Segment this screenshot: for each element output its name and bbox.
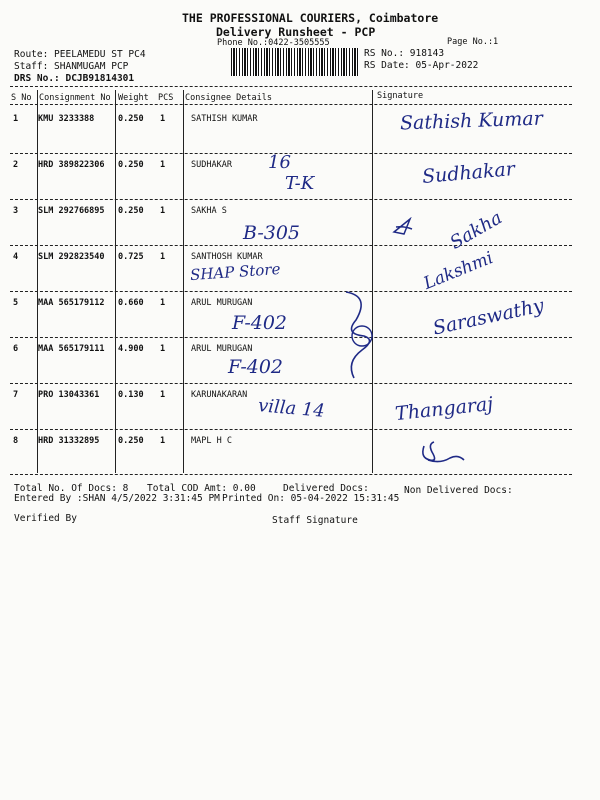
table-bottom-rule — [10, 474, 572, 475]
row-sno: 7 — [13, 390, 19, 400]
row-consignment: KMU 3233388 — [38, 114, 95, 124]
total-docs: Total No. Of Docs: 8 — [14, 483, 129, 494]
col-consignee-header: Consignee Details — [185, 93, 272, 103]
row-pcs: 1 — [160, 114, 166, 124]
handwritten-signature: Sakha — [446, 207, 506, 254]
non-delivered-docs: Non Delivered Docs: — [404, 485, 513, 496]
table-top-rule — [10, 86, 572, 87]
row-pcs: 1 — [160, 344, 166, 354]
company-name: THE PROFESSIONAL COURIERS, Coimbatore — [182, 11, 439, 25]
row-sno: 6 — [13, 344, 19, 354]
row-pcs: 1 — [160, 390, 166, 400]
drs-number: DRS No.: DCJB91814301 — [14, 73, 135, 84]
printed-on: Printed On: 05-04-2022 15:31:45 — [222, 493, 400, 504]
col-sno-header: S No — [11, 93, 32, 103]
row-weight: 0.250 — [118, 114, 144, 124]
col-consignment-header: Consignment No — [39, 93, 111, 103]
row-weight: 0.725 — [118, 252, 144, 262]
staff: Staff: SHANMUGAM PCP — [14, 61, 129, 72]
initials-mark — [392, 217, 416, 237]
row-weight: 0.250 — [118, 160, 144, 170]
staff-signature: Staff Signature — [272, 515, 358, 526]
entered-by: Entered By :SHAN 4/5/2022 3:31:45 PM — [14, 493, 220, 504]
column-divider — [115, 90, 116, 473]
verified-by: Verified By — [14, 513, 77, 524]
handwritten-signature: Saraswathy — [430, 294, 546, 340]
row-weight: 0.660 — [118, 298, 144, 308]
col-weight-header: Weight — [118, 93, 149, 103]
row-weight: 0.250 — [118, 436, 144, 446]
row-consignee: SAKHA S — [191, 206, 227, 216]
row-weight: 0.250 — [118, 206, 144, 216]
handwritten-note: villa 14 — [257, 395, 326, 422]
barcode — [231, 48, 359, 76]
handwritten-note: SHAP Store — [189, 259, 281, 285]
total-cod: Total COD Amt: 0.00 — [147, 483, 256, 494]
handwritten-note: F-402 — [228, 356, 284, 378]
row-weight: 0.130 — [118, 390, 144, 400]
row-rule — [10, 383, 572, 384]
table-header-rule — [10, 104, 572, 105]
row-rule — [10, 245, 572, 246]
delivered-docs: Delivered Docs: — [283, 483, 369, 494]
handwritten-note: 16 — [268, 152, 291, 173]
row-consignment: PRO 13043361 — [38, 390, 100, 400]
handwritten-signature: Sudhakar — [421, 157, 516, 189]
rs-number: RS No.: 918143 — [364, 48, 445, 59]
row-pcs: 1 — [160, 436, 166, 446]
handwritten-signature: Thangaraj — [394, 392, 495, 426]
row-consignee: ARUL MURUGAN — [191, 298, 253, 308]
row-consignee: ARUL MURUGAN — [191, 344, 253, 354]
row-consignment: SLM 292766895 — [38, 206, 105, 216]
col-signature-header: Signature — [377, 91, 424, 101]
row-consignment: MAA 565179112 — [38, 298, 105, 308]
column-divider — [372, 90, 373, 473]
handwritten-signature: Lakshmi — [420, 248, 497, 294]
row-consignee: SUDHAKAR — [191, 160, 232, 170]
row-pcs: 1 — [160, 206, 166, 216]
handwritten-note: F-402 — [232, 312, 288, 334]
page-number: Page No.:1 — [447, 37, 499, 47]
handwritten-note: B-305 — [243, 222, 300, 244]
brace-mark — [336, 290, 378, 380]
row-consignment: MAA 565179111 — [38, 344, 105, 354]
column-divider — [183, 90, 184, 473]
row-sno: 2 — [13, 160, 19, 170]
row-pcs: 1 — [160, 298, 166, 308]
row-consignee: SANTHOSH KUMAR — [191, 252, 263, 262]
rs-date: RS Date: 05-Apr-2022 — [364, 60, 479, 71]
row-weight: 4.900 — [118, 344, 144, 354]
document-title: Delivery Runsheet - PCP — [216, 25, 376, 39]
row-rule — [10, 429, 572, 430]
handwritten-signature: Sathish Kumar — [399, 107, 544, 135]
handwritten-note: T-K — [285, 173, 315, 194]
row-consignee: KARUNAKARAN — [191, 390, 248, 400]
row-sno: 5 — [13, 298, 19, 308]
row-sno: 8 — [13, 436, 19, 446]
row-consignee: MAPL H C — [191, 436, 232, 446]
row-rule — [10, 337, 572, 338]
col-pcs-header: PCS — [158, 93, 174, 103]
phone-number: Phone No.:0422-3505555 — [217, 38, 330, 48]
row-rule — [10, 153, 572, 154]
route: Route: PEELAMEDU ST PC4 — [14, 49, 146, 60]
row-sno: 4 — [13, 252, 19, 262]
column-divider — [37, 90, 38, 473]
row-sno: 1 — [13, 114, 19, 124]
row-consignment: HRD 31332895 — [38, 436, 100, 446]
row-rule — [10, 291, 572, 292]
row-rule — [10, 199, 572, 200]
row-sno: 3 — [13, 206, 19, 216]
row-pcs: 1 — [160, 160, 166, 170]
row-consignment: SLM 292823540 — [38, 252, 105, 262]
row-pcs: 1 — [160, 252, 166, 262]
row-consignment: HRD 389822306 — [38, 160, 105, 170]
handwritten-signature — [420, 438, 468, 468]
row-consignee: SATHISH KUMAR — [191, 114, 258, 124]
